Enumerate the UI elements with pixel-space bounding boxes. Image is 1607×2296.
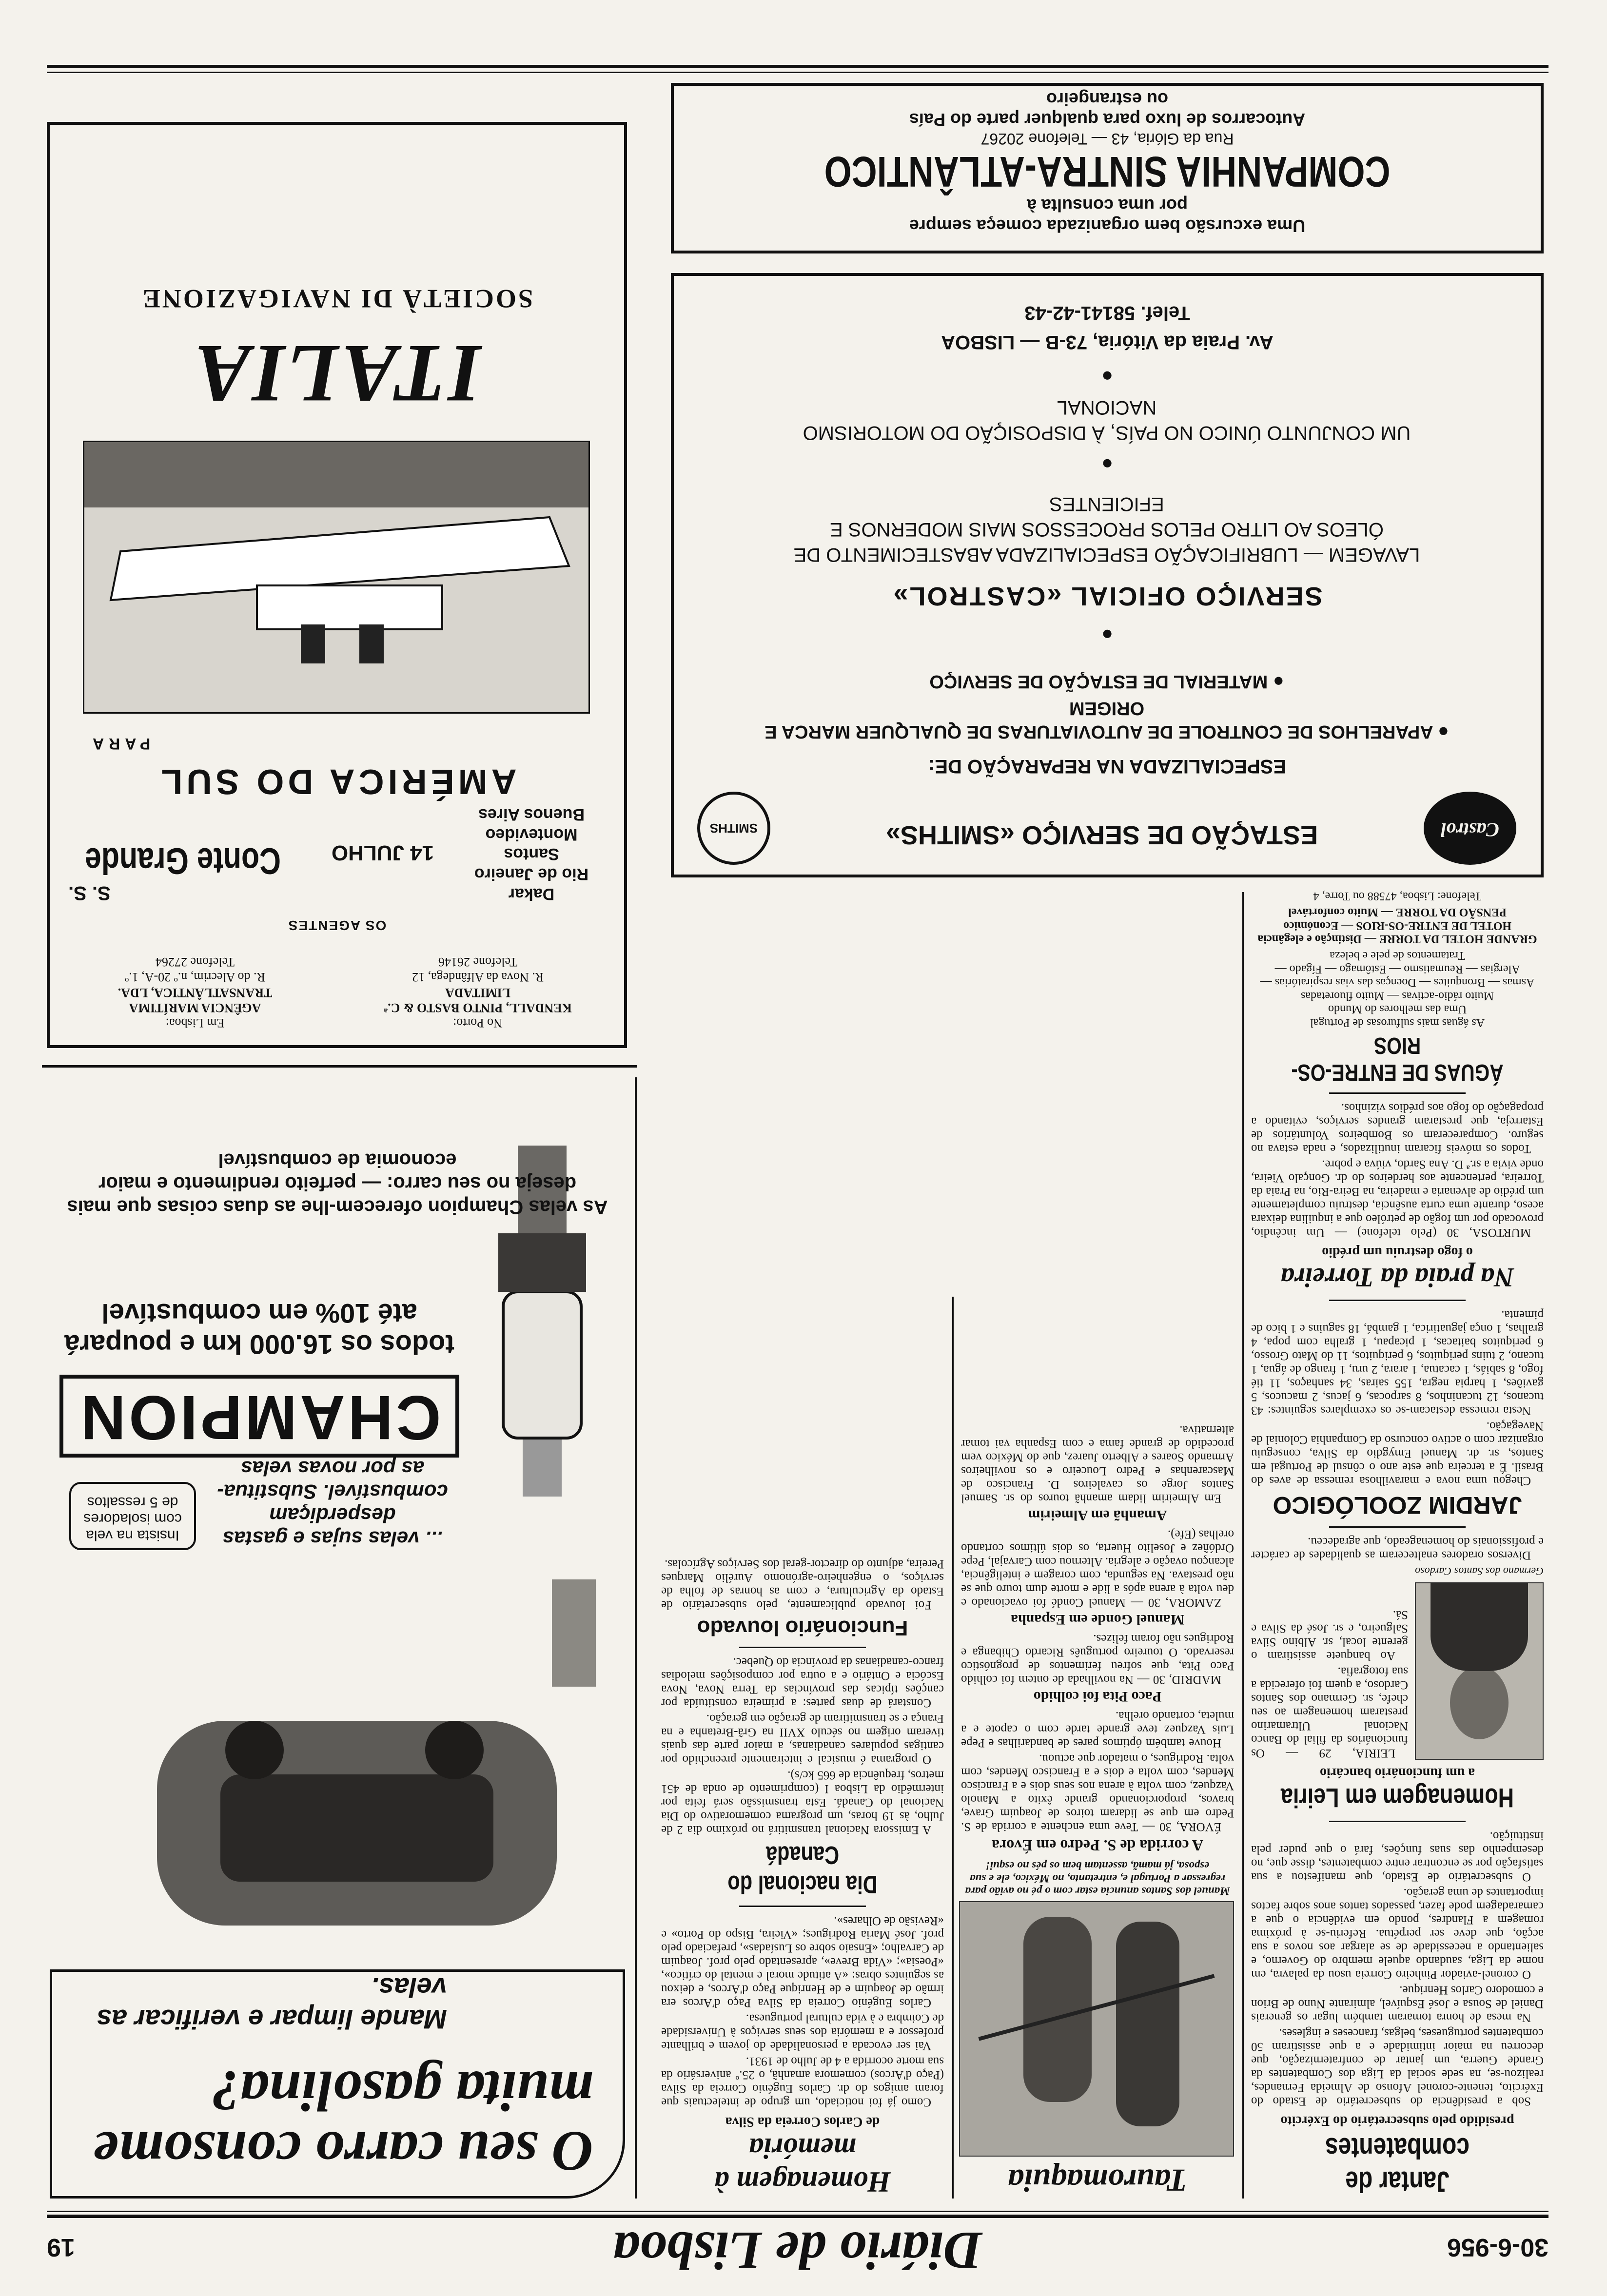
smiths-bullet: ● APARELHOS DE CONTROLE DE AUTOVIATURAS DE QUALQUER MARCA E ORIGEM	[764, 698, 1449, 742]
article-subhead: de Carlos Correia da Silva	[725, 2114, 880, 2129]
paragraph: O programa é musical e inteiramente preenchido por cantigas populares canadianas, a maior parte das quais tiveram origem no século XVII na Grã-Bretanha e na França e se transmitiram de geração em geração.	[661, 1712, 944, 1766]
masthead-date: 30-6-956	[1447, 2233, 1548, 2261]
sintra-ad	[671, 83, 1544, 253]
article-headline: Homenagem em Leiria	[1280, 1783, 1514, 1813]
article-headline: JARDIM ZOOLÓGICO	[1273, 1492, 1522, 1519]
smiths-title: ESTAÇÃO DE SERVIÇO «SMITHS»	[885, 820, 1318, 850]
article-headline: Manuel Gonde em Espanha	[1011, 1612, 1184, 1628]
news-column-3	[661, 1297, 944, 2203]
article-headline: Funcionário louvado	[697, 1616, 908, 1640]
paragraph: Como já foi noticiado, um grupo de intelectuais que foram amigos do dr. Carlos Eugénio Correia da Silva (Paço d'Arcos) comemora amanhã, o 25.º aniversário da sua morte ocorrida a 4 de Julho de 1931.	[661, 2055, 944, 2109]
italia-ship-illustration	[83, 441, 590, 714]
paragraph: LEIRIA, 29 — Os funcionários da filial do Banco Nacional Ultramarino prestaram homenagem ao seu chefe, sr. Germano dos Santos Cardoso, a quem foi oferecida a sua fotografia.	[1251, 1665, 1408, 1760]
news-column-1	[1251, 887, 1544, 2203]
article-headline: Amanhã em Almeirim	[1028, 1507, 1167, 1523]
paragraph: Em Almeirim lidam amanhã touros do sr. Samuel Santos Jorge os cavaleiros D. Francisco de Mascarenhas e Pedro Louceiro e os novilheiros Armando Soares e Alberto Juarez, que do México vem procedido de grande fama e com Espanha vai tomar alternativa.	[961, 1423, 1234, 1505]
paragraph: Na mesa de honra tomaram também lugar os generais Daniel de Sousa e José Esquível, almirante Nuno de Brion e comodoro Carlos Henrique.	[1251, 1984, 1544, 2024]
article-body	[1251, 1535, 1544, 1562]
ship-superstructure	[257, 585, 442, 629]
italia-agent-lisboa	[68, 954, 322, 1031]
callout-text: Insista na vela com isoladores de 5 ressaltos	[83, 1494, 182, 1543]
champion-claim: todos os 16.000 km e poupará até 10% em combustível	[64, 1298, 454, 1360]
ad-hotel: HOTEL DE ENTRE-OS-RIOS — Económico	[1283, 919, 1512, 932]
paragraph: MURTOSA, 30 (Pelo telefone) — Um incêndio, provocado por um fogão de petróleo que a inquilina deixara aceso, durante uma curta ausência, destruiu completamente um prédio de alvenaria e madeira, na Beira-Rio, na Praia da Torreira, pertencente aos herdeiros do dr. Gonçalo Vieira, onde vivia a sr.ª D. Ana Sardo, viúva e pobre.	[1251, 1158, 1544, 1239]
masthead-rule-thick	[47, 2215, 1548, 2218]
article-subhead: a um funcionário bancário	[1319, 1765, 1475, 1780]
paragraph: A Emissora Nacional transmitirá no próximo dia 2 de Julho, às 19 horas, um programa comemorativo do Dia Nacional do Canadá. Esta transmissão será feita por intermédio da Lisboa I (comprimento de onda de 451 metros, frequência de 665 kc/s).	[661, 1769, 944, 1836]
engine-drawing	[59, 1560, 615, 1960]
italia-agent-porto	[351, 954, 605, 1031]
article-body	[661, 1655, 944, 1836]
article-headline: A corrida de S. Pedro em Évora	[992, 1837, 1204, 1854]
smiths-logo	[697, 792, 770, 865]
paragraph: Constará de duas partes: a primeira constituída por canções típicas das províncias da Terra Nova, Nova Escócia e Ontário e a outra por composições melodias franco-canadianas da província do Quebec.	[661, 1655, 944, 1710]
portrait-body	[1431, 1583, 1528, 1671]
news-column-2	[961, 1297, 1234, 2203]
spark-plug-callout	[69, 1482, 196, 1550]
divider	[1329, 1526, 1466, 1528]
divider	[739, 1647, 866, 1648]
agent-address: R. Nova da Alfândega, 12	[412, 970, 544, 985]
paragraph: O coronel-aviador Pinheiro Correia usou da palavra, em nome da Liga, saudando aquele membro do Governo, e salientando a necessidade de se alargar aos novos a sua acção, que deve ser perpétua. Referiu-se à próxima romagem a Flandres, pondo em evidência o que a camaradagem pode fazer, passados tantos anos sobre factos importantes de uma geração.	[1251, 1886, 1544, 1981]
ship-prefix: S. S.	[68, 882, 111, 904]
divider-dot: ●	[1101, 366, 1114, 387]
bullet-text: APARELHOS DE CONTROLE DE AUTOVIATURAS DE QUALQUER MARCA E ORIGEM	[764, 698, 1433, 742]
paragraph: Carlos Eugénio Correia da Silva Paço d'Arcos era irmão de Joaquim e de Henrique Paço d'Arcos, e deixou as seguintes obras: «A atitude moral e mental do crítico», «Poesia»; «Vida Breve», apresentado pelo prof. Joaquim de Carvalho; «Ensaio sobre os Lusíadas», prefaciado pelo prof. José Maria Rodrigues; «Vieira, Bispo do Porto» e «Revisão de Olhares».	[661, 1914, 944, 2009]
portrait-photo	[1415, 1582, 1544, 1760]
sintra-address: Rua da Glória, 43 — Telefone 20267	[980, 130, 1234, 148]
column-rule	[952, 1297, 954, 2199]
agent-city: No Porto:	[453, 1016, 503, 1030]
paragraph: Nesta remessa destacam-se os exemplares seguintes: 43 tucanos, 12 tucaninhos, 8 sarpocas, 6 jacus, 2 macucos, 5 gaviões, 1 harpia negra, 155 sairas, 34 sanhaços, 11 tié fogo, 8 sabiás, 1 cacatua, 1 arara, 2 uru, 1 frango de água, 1 tucano, 2 tuins periquitos, 6 periquitos, 11 do Mato Grosso, 6 periquitos baitacas, 1 picapau, 1 gralha com popa, 4 gralhas, 1 onça jaguatirica, 1 gambá, 18 saguins e 1 bico de pimenta.	[1251, 1308, 1544, 1417]
paragraph: Houve também óptimos pares de bandarilhas e Pepe Luis Vazquez teve grande tarde com o capote e a muleta, cortando orelha.	[961, 1709, 1234, 1750]
masthead-title: Diário de Lisboa	[613, 2221, 982, 2280]
plug-hex	[498, 1233, 586, 1292]
ad-lines	[1251, 889, 1544, 1029]
smiths-address: Av. Praia da Vitória, 73-B — LISBOA	[941, 331, 1274, 353]
agent-name: AGÊNCIA MARÍTIMA TRANSATLÂNTICA, LDA.	[118, 985, 273, 1015]
article-body	[661, 1557, 944, 1612]
divider	[1329, 1300, 1466, 1301]
ad-line: Asmas — Bronquites — Doenças das vias respiratórias — Alergias — Reumatismo — Estômago — Fígado — Tratamentos de pele e beleza	[1260, 949, 1535, 989]
italia-route: AMÉRICA DO SUL	[157, 762, 517, 801]
ad-phones: Telefone: Lisboa, 47588 ou Torre, 4	[1313, 889, 1482, 902]
plug-terminal	[523, 1438, 562, 1497]
article-headline: Dia nacional do Canadá	[727, 1841, 878, 1898]
photo-caption: Germano dos Santos Cardoso	[1415, 1565, 1544, 1577]
section-rule	[42, 1065, 637, 1068]
castrol-logo	[1424, 792, 1516, 865]
italia-ship-block	[54, 839, 312, 904]
italia-ad	[47, 122, 627, 1048]
champion-ad	[42, 1077, 637, 2199]
article-subhead: presidido pelo subsecretário do Exército	[1280, 2113, 1514, 2128]
smiths-unique: UM CONJUNTO ÚNICO NO PAÍS, À DISPOSIÇÃO DO MOTORISMO NACIONAL	[803, 397, 1411, 444]
ad-line: Uma das melhores do Mundo	[1328, 1003, 1467, 1016]
paragraph: Foi louvado publicamente, pelo subsecretário de Estado da Agricultura, e com as honras de folha de serviços, o engenheiro-agrónomo Aurélio Marques Pereira, adjunto do director-geral dos Serviços Agrícolas.	[661, 1557, 944, 1612]
divider	[739, 1906, 866, 1907]
figure-1	[1116, 1922, 1179, 2126]
bullfighter-photo	[959, 1901, 1234, 2157]
sintra-line-1: Uma excursão bem organizada começa sempre	[909, 216, 1306, 236]
ship-name: Conte Grande	[85, 840, 281, 881]
italia-date: 14 JULHO	[331, 841, 434, 865]
mechanic-figure	[552, 1579, 596, 1687]
engine-illustration	[59, 1560, 615, 1960]
agent-phone: Telefone 26146	[438, 955, 518, 970]
champion-brand: CHAMPION	[78, 1382, 441, 1452]
agent-address: R. do Alecrim, n.º 20-A, 1.º	[125, 970, 265, 985]
headlamp-right	[225, 1721, 284, 1779]
smiths-specialty: ESPECIALIZADA NA REPARAÇÃO DE:	[928, 756, 1287, 777]
ad-line: As águas mais sulfurosas de Portugal	[1310, 1016, 1485, 1029]
column-rule	[1242, 892, 1244, 2199]
article-headline: Homenagem à memória	[714, 2132, 891, 2198]
photo-caption: Manuel dos Santos anuncia estar com o pé no avião para regressar a Portugal e, entretanto, no México, ele e sua esposa, já mamã, assentam bem os pés no esqui!	[965, 1860, 1230, 1897]
bullet-text: MATERIAL DE ESTAÇÃO DE SERVIÇO	[929, 671, 1268, 692]
ad-hotel: GRANDE HOTEL DA TORRE — Distinção e elegância	[1257, 933, 1537, 946]
smiths-official: SERVIÇO OFICIAL «CASTROL»	[892, 582, 1323, 611]
paragraph: Sob a presidência do subsecretário de Estado do Exército, tenente-coronel Afonso de Almeida Fernandes, realizou-se, na sede social da Liga dos Combatentes da Grande Guerra, um jantar de confraternização, que decorreu na maior intimidade e a que assistiram 50 combatentes portugueses, belgas, franceses e ingleses.	[1251, 2026, 1544, 2108]
ship-funnel-1	[359, 624, 384, 663]
masthead	[47, 2218, 1548, 2281]
italia-ports	[458, 804, 605, 904]
paragraph: Ao banquete assistiram o gerente local, sr. Albino Silva Salgueiro, e sr. José da Silva e Sá.	[1251, 1608, 1408, 1662]
paragraph: O subsecretário de Estado, que manifestou a sua satisfação por se encontrar entre combatentes, disse que, no desempenho das suas funções, fará o que puder pela instituição.	[1251, 1829, 1544, 1884]
smiths-bullet-list	[751, 670, 1463, 743]
article-headline: Paco Pita foi colhido	[1033, 1689, 1162, 1705]
paragraph: Diversos oradores enalteceram as qualidades de carácter e profissionais do homenageado, que agradeceu.	[1251, 1535, 1544, 1562]
paragraph: MADRID, 30 — Na novilhada de ontem foi colhido Paco Pita, que sofreu ferimentos de prognóstico reservado. O toureiro português Ricardo Chibanga e Rodrigues não foram felizes.	[961, 1632, 1234, 1686]
paragraph: Vai ser evocada a personalidade do jovem e brilhante professor e a memória dos seus serviços à Universidade de Coimbra e à vida cultural portuguesa.	[661, 2012, 944, 2052]
article-body	[961, 1527, 1234, 1609]
agent-city: Em Lisboa:	[165, 1016, 225, 1030]
masthead-page-number: 19	[47, 2233, 75, 2261]
ad-hotel: PENSÃO DA TORRE — Muito confortável	[1288, 906, 1507, 919]
castrol-logo-text: Castrol	[1440, 819, 1500, 841]
smiths-services: LAVAGEM — LUBRIFICAÇÃO ESPECIALIZADA ABASTECIMENTO DE ÓLEOS AO LITRO PELOS PROCESSOS MAIS MODERNOS E EFICIENTES	[793, 493, 1420, 565]
agent-phone: Telefone 27264	[155, 955, 235, 970]
smiths-ad	[671, 273, 1544, 877]
smiths-bullet: ● MATERIAL DE ESTAÇÃO DE SERVIÇO	[929, 671, 1284, 692]
paragraph: Chegou uma nova e maravilhosa remessa de aves do Brasil. É a terceira que este ano o cônsul de Portugal em Santos, sr. dr. Manuel Emygdio da Silva, conseguiu organizar com o activo concurso da Companhia Colonial de Navegação.	[1251, 1420, 1544, 1487]
article-subhead: o fogo destruiu um prédio	[1322, 1245, 1473, 1260]
smiths-logo-text: SMITHS	[709, 821, 758, 836]
paragraph: ZAMORA, 30 — Manuel Condé foi ovacionado e deu volta à arena após a lide e morte dum touro que se não prestava. Na segunda, com coragem e inteligência, alcançou ovação e alegria. Alternou com Carvajal, Pepe Ordóñez e Joselito Huerta, os dois últimos cortando orelhas (Efe).	[961, 1528, 1234, 1609]
italia-agents-label: OS AGENTES	[287, 918, 387, 933]
ocean-liner-drawing	[84, 442, 588, 712]
port-name: Rio de Janeiro	[474, 865, 589, 884]
article-body	[1251, 1829, 1544, 2108]
ad-headline: ÁGUAS DE ENTRE-OS-RIOS	[1291, 1032, 1504, 1085]
ad-line: Muito rádio-activas — Muito fluoretadas	[1301, 989, 1494, 1002]
article-body	[961, 1632, 1234, 1686]
champion-headline-panel	[50, 1969, 625, 2199]
article-headline: Jantar de combatentes	[1325, 2132, 1470, 2198]
champion-tagline: ... velas sujas e gastas desperdiçam combustível. Substitua-as por novas velas	[217, 1457, 448, 1550]
divider-dot: ●	[1101, 453, 1114, 475]
headlamp-left	[425, 1721, 484, 1779]
paragraph: Todos os móveis ficaram inutilizados, e nada estava no seguro. Compareceram os Bombeiros Voluntários de Estarreja, que prestaram grandes serviços, evitando a propagação do fogo aos prédios vizinhos.	[1251, 1101, 1544, 1155]
bottom-rule-thin	[47, 72, 1548, 73]
article-body	[961, 1709, 1234, 1833]
article-headline: Tauromaquia	[1007, 2162, 1188, 2198]
sintra-line-2: por uma consulta à	[1026, 195, 1188, 215]
agent-name: KENDALL, PINTO BASTO & C.ª LIMITADA	[384, 985, 572, 1015]
plug-insulator	[503, 1292, 581, 1438]
italia-para: PARA	[88, 735, 151, 753]
smiths-phone: Telef. 58141-42-43	[1024, 302, 1190, 324]
masthead-rule-thin	[47, 2211, 1548, 2212]
italia-company: SOCIETÀ DI NAVIGAZIONE	[140, 284, 533, 313]
port-name: Dakar	[508, 885, 555, 903]
champion-footer: As velas Champion oferecem-lhe as duas coisas que mais deseja no seu carro: — perfeito rendimento e maior economia de combustível	[67, 1149, 608, 1218]
champion-brand-box	[59, 1375, 459, 1458]
champion-subhead: Mande limpar e verificar as velas.	[96, 1972, 447, 2035]
engine-block	[220, 1774, 493, 1882]
article-body	[1251, 1101, 1544, 1239]
sea	[84, 442, 588, 507]
port-name: Santos	[504, 845, 559, 864]
bottom-rule-thick	[47, 65, 1548, 68]
article-body	[1251, 1308, 1544, 1487]
divider-dot: ●	[1101, 624, 1114, 645]
port-name: Buenos Aires	[478, 805, 585, 824]
paragraph: ÉVORA, 30 — Teve uma enchente a corrida de S. Pedro em que se lidaram toiros de Joaquim Grave, bravos, proporcionando grande êxito a Manolo Vazquez, com volta à arena nos seus dois e a Francisco Mendes, com volta e dois e a Francisco Mendes, com volta. Rodrigues, o matador que actuou.	[961, 1752, 1234, 1833]
divider	[1329, 1821, 1466, 1822]
portrait-head	[1450, 1666, 1509, 1739]
sintra-line-4: ou estrangeiro	[1046, 89, 1169, 110]
article-body	[961, 1423, 1234, 1505]
italia-brand: ITALIA	[192, 328, 482, 420]
article-headline: Na praia da Torreira	[1280, 1262, 1514, 1292]
port-name: Montevideo	[485, 825, 578, 844]
article-body	[661, 1914, 944, 2109]
champion-headline: O seu carro consome muita gasolina?	[93, 2059, 593, 2183]
sintra-line-3: Autocarros de luxo para qualquer parte do País	[909, 110, 1306, 130]
divider	[1329, 1092, 1466, 1094]
sintra-company: COMPANHIA SINTRA-ATLÂNTICO	[824, 148, 1391, 196]
ship-funnel-2	[301, 624, 325, 663]
